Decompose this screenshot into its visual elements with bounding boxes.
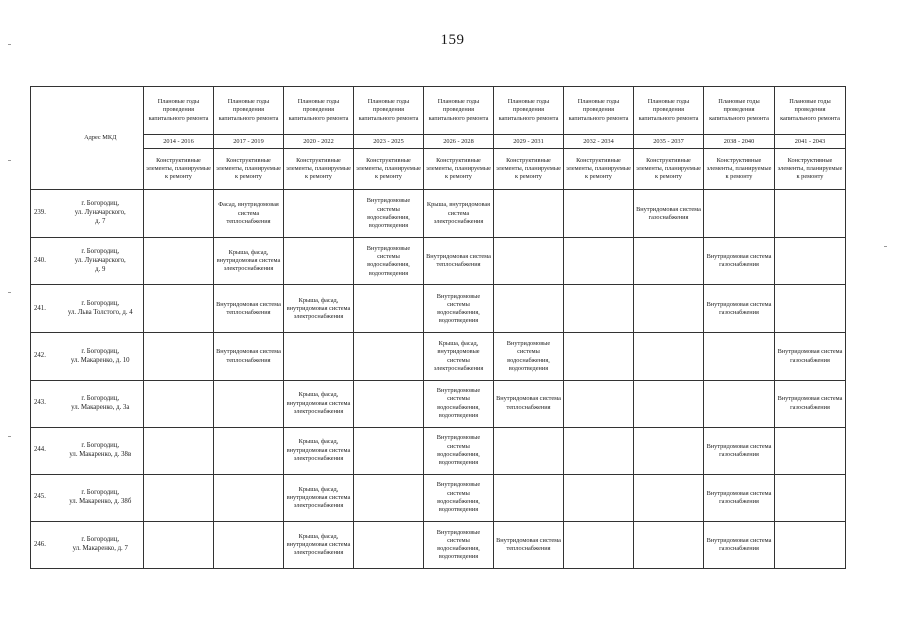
repair-cell-2029-2031: Внутридомовые системы водоснабжения, водоотведения	[494, 333, 564, 380]
header-address-label: Адрес МКД	[58, 87, 144, 190]
scan-margin-mark	[8, 160, 11, 161]
repair-cell-2035-2037: Внутридомовая система газоснабжения	[634, 190, 704, 238]
row-address	[58, 285, 144, 333]
repair-cell-2032-2034	[564, 474, 634, 521]
repair-cell-2041-2043: Внутридомовая система газоснабжения	[775, 380, 846, 427]
header-elements-label: Конструктивные элементы, планируемые к ремонту	[214, 149, 284, 190]
repair-cell-2029-2031	[494, 285, 564, 333]
repair-cell-2017-2019	[214, 427, 284, 474]
header-address-cell	[31, 87, 58, 190]
address-line: ул. Макаренко, д. 3а	[71, 403, 130, 411]
address-line: ул. Макаренко, д. 38б	[69, 497, 132, 505]
repair-cell-2032-2034	[564, 190, 634, 238]
scan-margin-mark	[8, 292, 11, 293]
repair-cell-2026-2028: Крыша, внутридомовая система электроснабжения	[424, 190, 494, 238]
header-planned-years-label: Плановые годы проведения капитального ремонта	[494, 87, 564, 135]
repair-cell-2038-2040: Внутридомовая система газоснабжения	[704, 285, 775, 333]
table-row	[31, 333, 846, 380]
address-line: ул. Макаренко, д. 38в	[69, 450, 132, 458]
repair-cell-2014-2016	[144, 238, 214, 285]
address-line: д. 7	[95, 218, 106, 226]
repair-cell-2020-2022: Крыша, фасад, внутридомовая система электроснабжения	[284, 427, 354, 474]
capital-repair-plan-table	[30, 86, 846, 569]
header-row-planned-years	[31, 87, 846, 135]
address-line: г. Богородиц,	[81, 536, 120, 544]
table-row	[31, 190, 846, 238]
header-row-periods	[31, 135, 846, 149]
repair-cell-2026-2028: Внутридомовые системы водоснабжения, водоотведения	[424, 474, 494, 521]
repair-cell-2020-2022: Крыша, фасад, внутридомовая система электроснабжения	[284, 380, 354, 427]
repair-cell-2026-2028: Внутридомовые системы водоснабжения, водоотведения	[424, 380, 494, 427]
header-row-elements	[31, 149, 846, 190]
repair-cell-2017-2019: Внутридомовая система теплоснабжения	[214, 333, 284, 380]
repair-cell-2032-2034	[564, 380, 634, 427]
repair-cell-2023-2025	[354, 380, 424, 427]
header-planned-years-label: Плановые годы проведения капитального ремонта	[144, 87, 214, 135]
repair-cell-2038-2040	[704, 190, 775, 238]
scan-margin-mark	[8, 44, 11, 45]
repair-cell-2017-2019: Крыша, фасад, внутридомовая система электроснабжения	[214, 238, 284, 285]
repair-cell-2014-2016	[144, 380, 214, 427]
repair-cell-2014-2016	[144, 427, 214, 474]
repair-cell-2014-2016	[144, 333, 214, 380]
header-elements-label: Конструктивные элементы, планируемые к ремонту	[775, 149, 846, 190]
repair-cell-2038-2040: Внутридомовая система газоснабжения	[704, 521, 775, 568]
repair-cell-2017-2019	[214, 521, 284, 568]
repair-cell-2035-2037	[634, 285, 704, 333]
header-period-6: 2032 - 2034	[564, 135, 634, 149]
table-row	[31, 474, 846, 521]
repair-cell-2041-2043	[775, 285, 846, 333]
row-number: 243.	[31, 380, 58, 427]
repair-cell-2020-2022	[284, 333, 354, 380]
repair-cell-2014-2016	[144, 285, 214, 333]
address-line: г. Богородиц,	[81, 200, 120, 208]
header-period-5: 2029 - 2031	[494, 135, 564, 149]
repair-cell-2035-2037	[634, 474, 704, 521]
header-planned-years-label: Плановые годы проведения капитального ремонта	[214, 87, 284, 135]
page-number: 159	[440, 32, 465, 48]
header-period-2: 2020 - 2022	[284, 135, 354, 149]
row-address	[58, 238, 144, 285]
repair-cell-2032-2034	[564, 521, 634, 568]
repair-cell-2035-2037	[634, 380, 704, 427]
repair-cell-2017-2019: Фасад, внутридомовая система теплоснабжения	[214, 190, 284, 238]
repair-cell-2029-2031	[494, 474, 564, 521]
table-row	[31, 521, 846, 568]
address-line: г. Богородиц,	[81, 488, 120, 496]
header-elements-label: Конструктивные элементы, планируемые к ремонту	[284, 149, 354, 190]
repair-cell-2038-2040	[704, 380, 775, 427]
header-elements-label: Конструктивные элементы, планируемые к ремонту	[634, 149, 704, 190]
repair-cell-2017-2019	[214, 380, 284, 427]
table-row	[31, 427, 846, 474]
repair-cell-2026-2028: Внутридомовые системы водоснабжения, водоотведения	[424, 521, 494, 568]
repair-cell-2041-2043	[775, 474, 846, 521]
address-line: ул. Льва Толстого, д. 4	[67, 308, 133, 316]
repair-cell-2020-2022	[284, 190, 354, 238]
repair-cell-2020-2022	[284, 238, 354, 285]
repair-cell-2023-2025: Внутридомовые системы водоснабжения, водоотведения	[354, 190, 424, 238]
header-planned-years-label: Плановые годы проведения капитального ремонта	[354, 87, 424, 135]
repair-cell-2029-2031: Внутридомовая система теплоснабжения	[494, 521, 564, 568]
address-line: ул. Луначарского,	[74, 256, 126, 264]
row-address	[58, 380, 144, 427]
row-number: 245.	[31, 474, 58, 521]
address-line: г. Богородиц,	[81, 248, 120, 256]
header-planned-years-label: Плановые годы проведения капитального ремонта	[634, 87, 704, 135]
repair-cell-2032-2034	[564, 238, 634, 285]
row-number: 239.	[31, 190, 58, 238]
repair-cell-2017-2019	[214, 474, 284, 521]
repair-cell-2023-2025	[354, 285, 424, 333]
repair-cell-2038-2040: Внутридомовая система газоснабжения	[704, 474, 775, 521]
repair-cell-2032-2034	[564, 427, 634, 474]
header-planned-years-label: Плановые годы проведения капитального ремонта	[564, 87, 634, 135]
row-address	[58, 333, 144, 380]
repair-cell-2035-2037	[634, 521, 704, 568]
repair-cell-2023-2025: Внутридомовые системы водоснабжения, водоотведения	[354, 238, 424, 285]
table-row	[31, 380, 846, 427]
repair-cell-2038-2040	[704, 333, 775, 380]
repair-cell-2014-2016	[144, 521, 214, 568]
repair-cell-2035-2037	[634, 333, 704, 380]
row-number: 242.	[31, 333, 58, 380]
repair-cell-2026-2028: Внутридомовые системы водоснабжения, водоотведения	[424, 427, 494, 474]
address-line: г. Богородиц,	[81, 300, 120, 308]
row-number: 246.	[31, 521, 58, 568]
header-planned-years-label: Плановые годы проведения капитального ремонта	[424, 87, 494, 135]
repair-cell-2020-2022: Крыша, фасад, внутридомовая система электроснабжения	[284, 474, 354, 521]
repair-cell-2029-2031	[494, 190, 564, 238]
repair-cell-2020-2022: Крыша, фасад, внутридомовая система электроснабжения	[284, 285, 354, 333]
row-address	[58, 190, 144, 238]
repair-cell-2038-2040: Внутридомовая система газоснабжения	[704, 238, 775, 285]
repair-cell-2041-2043	[775, 427, 846, 474]
repair-cell-2035-2037	[634, 238, 704, 285]
address-line: ул. Луначарского,	[74, 209, 126, 217]
repair-cell-2020-2022: Крыша, фасад, внутридомовая система электроснабжения	[284, 521, 354, 568]
repair-cell-2014-2016	[144, 474, 214, 521]
header-period-4: 2026 - 2028	[424, 135, 494, 149]
repair-cell-2023-2025	[354, 474, 424, 521]
repair-cell-2026-2028: Внутридомовые системы водоснабжения, водоотведения	[424, 285, 494, 333]
repair-cell-2035-2037	[634, 427, 704, 474]
address-line: ул. Макаренко, д. 10	[70, 356, 130, 364]
header-elements-label: Конструктивные элементы, планируемые к ремонту	[564, 149, 634, 190]
header-planned-years-label: Плановые годы проведения капитального ремонта	[704, 87, 775, 135]
header-period-9: 2041 - 2043	[775, 135, 846, 149]
header-elements-label: Конструктивные элементы, планируемые к ремонту	[144, 149, 214, 190]
header-period-8: 2038 - 2040	[704, 135, 775, 149]
header-planned-years-label: Плановые годы проведения капитального ремонта	[284, 87, 354, 135]
row-address	[58, 427, 144, 474]
header-elements-label: Конструктивные элементы, планируемые к ремонту	[494, 149, 564, 190]
table-body	[31, 87, 846, 569]
header-elements-label: Конструктивные элементы, планируемые к ремонту	[424, 149, 494, 190]
header-period-1: 2017 - 2019	[214, 135, 284, 149]
address-line: ул. Макаренко, д. 7	[72, 544, 128, 552]
row-address	[58, 521, 144, 568]
repair-cell-2041-2043	[775, 238, 846, 285]
header-elements-label: Конструктивные элементы, планируемые к ремонту	[354, 149, 424, 190]
table-row	[31, 238, 846, 285]
address-line: г. Богородиц,	[81, 441, 120, 449]
repair-cell-2023-2025	[354, 427, 424, 474]
repair-cell-2029-2031	[494, 238, 564, 285]
repair-cell-2026-2028: Внутридомовая система теплоснабжения	[424, 238, 494, 285]
address-line: д. 9	[95, 265, 106, 273]
header-period-0: 2014 - 2016	[144, 135, 214, 149]
repair-cell-2032-2034	[564, 285, 634, 333]
repair-cell-2023-2025	[354, 521, 424, 568]
repair-cell-2029-2031: Внутридомовая система теплоснабжения	[494, 380, 564, 427]
repair-cell-2041-2043	[775, 521, 846, 568]
row-number: 241.	[31, 285, 58, 333]
header-period-3: 2023 - 2025	[354, 135, 424, 149]
repair-cell-2029-2031	[494, 427, 564, 474]
repair-cell-2041-2043: Внутридомовая система газоснабжения	[775, 333, 846, 380]
address-line: г. Богородиц,	[81, 347, 120, 355]
header-elements-label: Конструктивные элементы, планируемые к ремонту	[704, 149, 775, 190]
repair-cell-2014-2016	[144, 190, 214, 238]
repair-cell-2017-2019: Внутридомовая система теплоснабжения	[214, 285, 284, 333]
repair-cell-2041-2043	[775, 190, 846, 238]
address-line: г. Богородиц,	[81, 394, 120, 402]
repair-cell-2038-2040: Внутридомовая система газоснабжения	[704, 427, 775, 474]
row-number: 240.	[31, 238, 58, 285]
header-period-7: 2035 - 2037	[634, 135, 704, 149]
header-planned-years-label: Плановые годы проведения капитального ремонта	[775, 87, 846, 135]
scan-margin-mark	[8, 436, 11, 437]
row-number: 244.	[31, 427, 58, 474]
row-address	[58, 474, 144, 521]
repair-cell-2032-2034	[564, 333, 634, 380]
table-row	[31, 285, 846, 333]
repair-cell-2026-2028: Крыша, фасад, внутридомовые системы электроснабжения	[424, 333, 494, 380]
repair-cell-2023-2025	[354, 333, 424, 380]
scan-margin-mark	[884, 246, 887, 247]
